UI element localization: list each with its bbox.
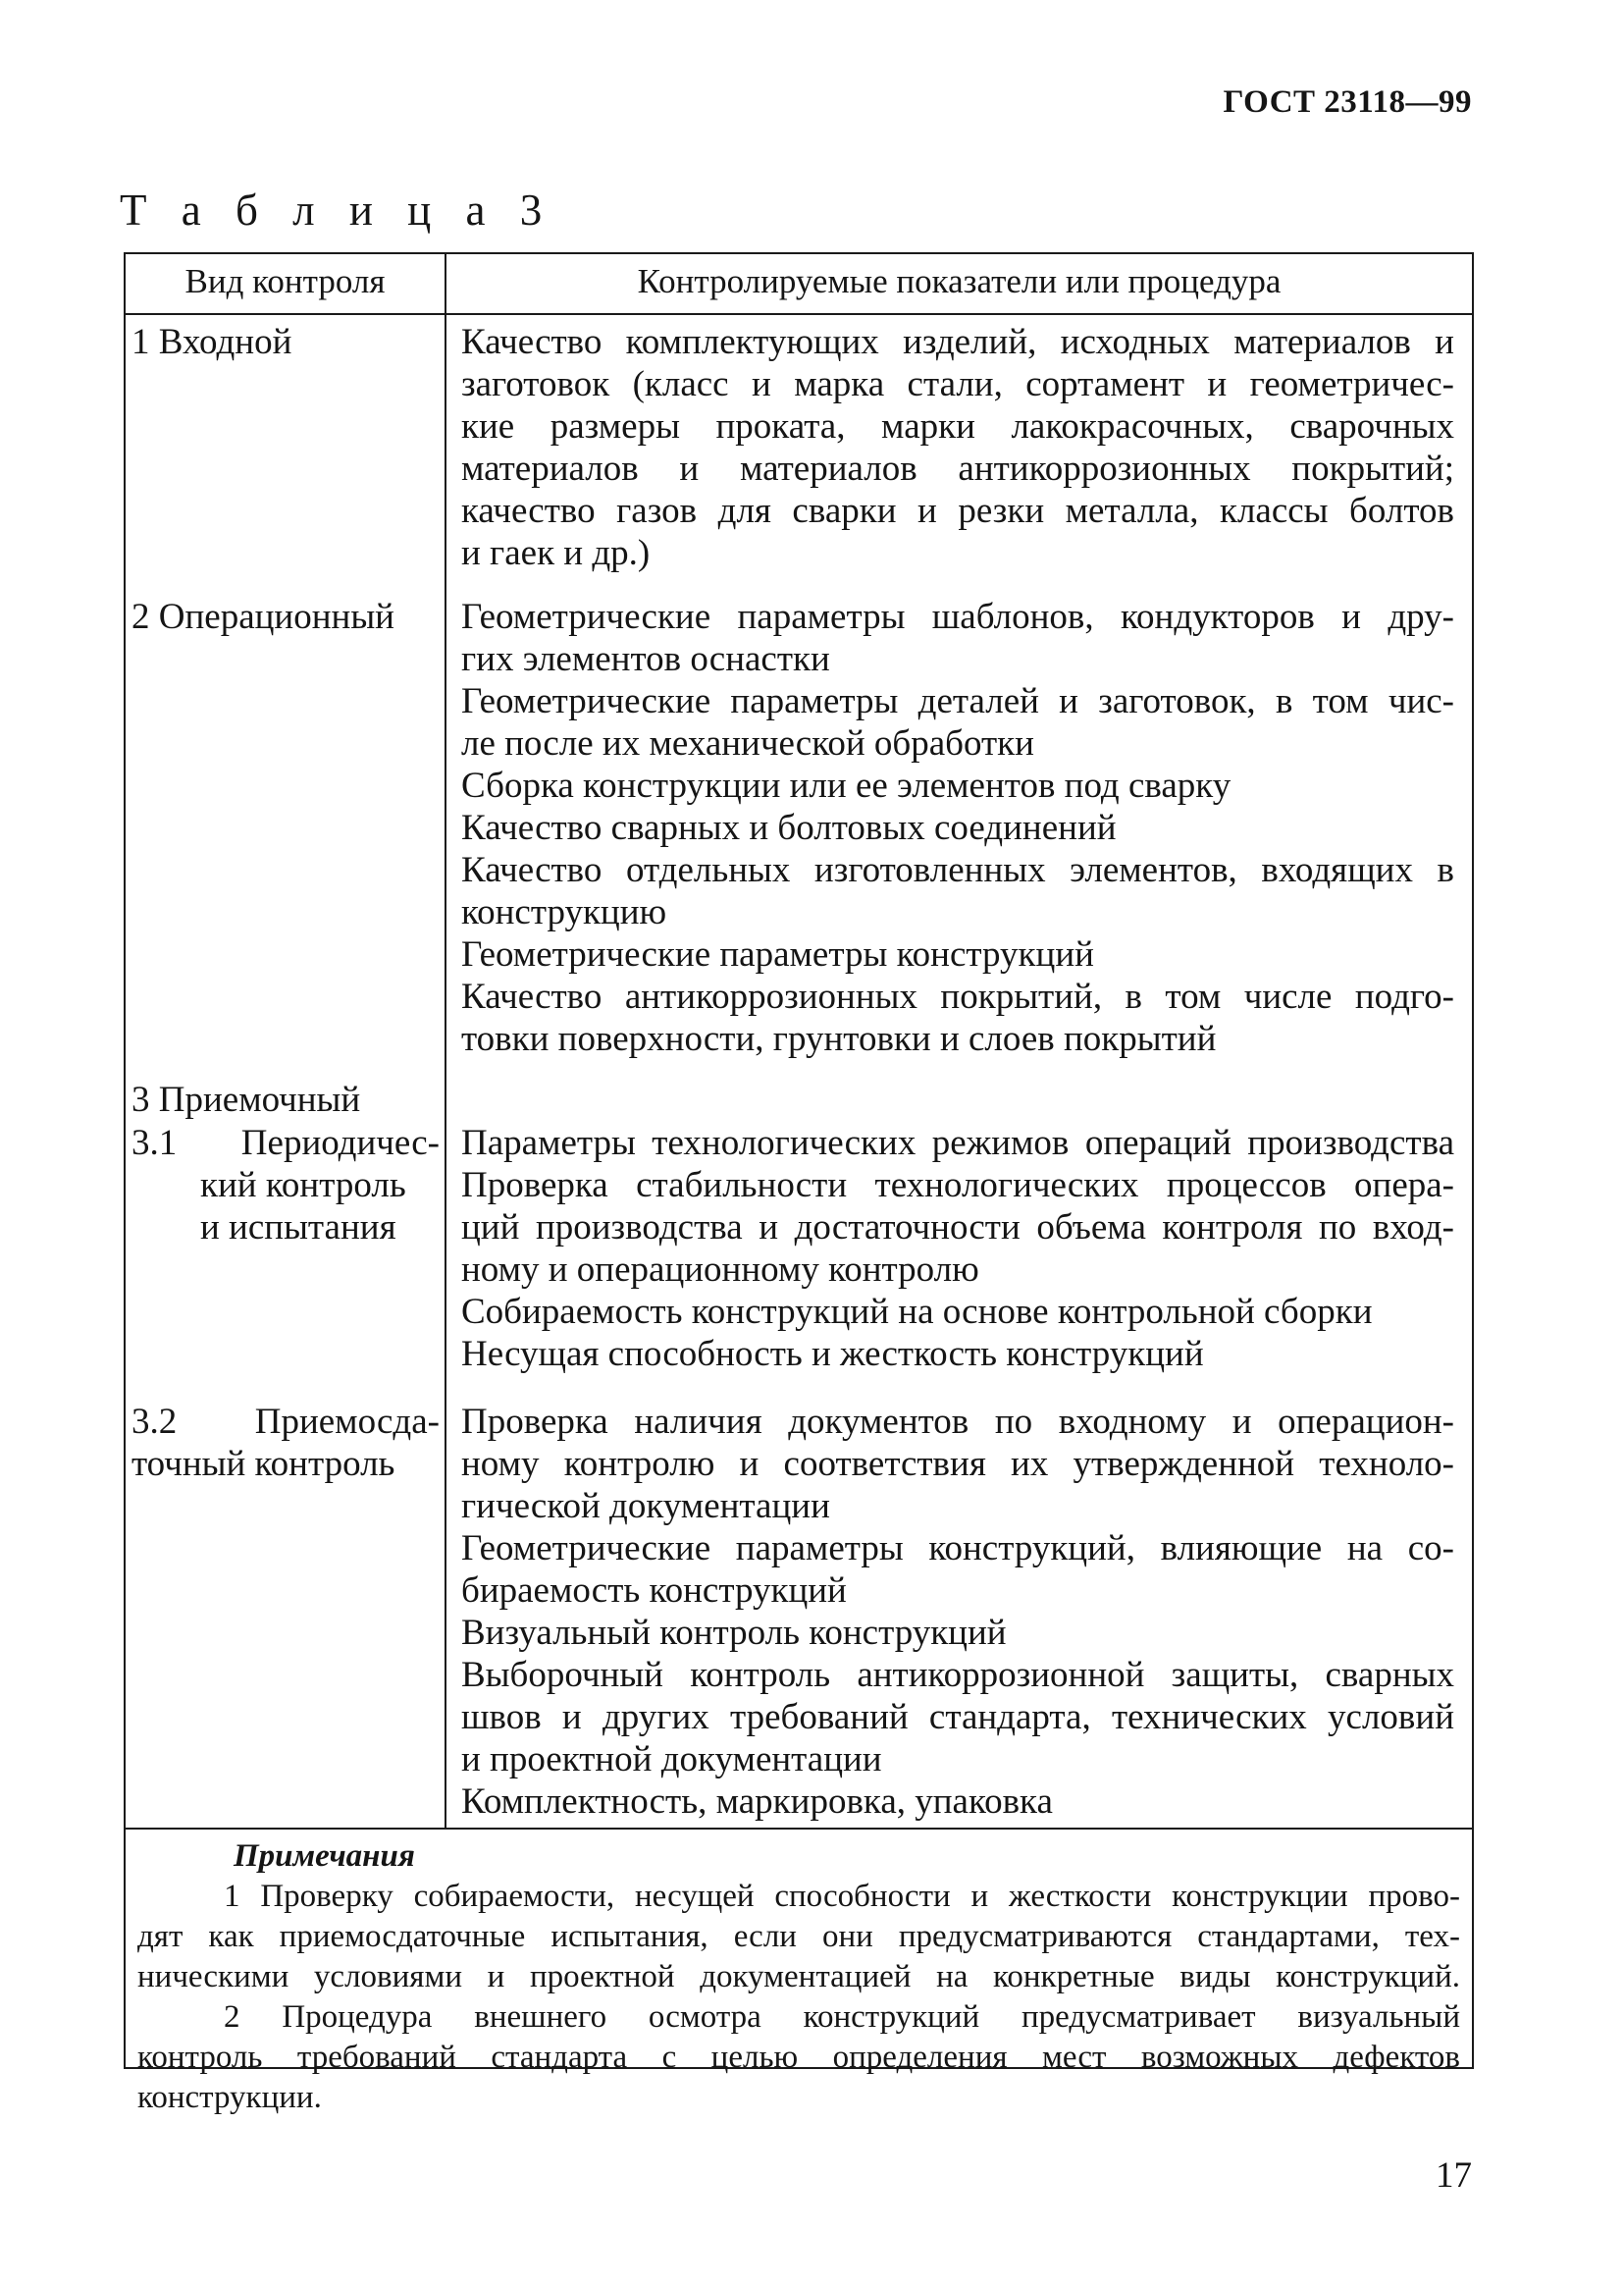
cell-line: и испытания: [200, 1207, 396, 1248]
notes-heading: Примечания: [234, 1838, 415, 1874]
row-right-cell: [461, 596, 1454, 1060]
cell-line: Выборочный контроль антикоррозионной защиты, сварных: [461, 1655, 1454, 1695]
standard-header: ГОСТ 23118—99: [1223, 84, 1472, 120]
note-line: ническими условиями и проектной документацией на конкретные виды конструкций.: [137, 1959, 1460, 1994]
table-notes: [137, 1836, 1460, 2118]
cell-line: товки поверхности, грунтовки и слоев покрытий: [461, 1019, 1217, 1059]
cell-line: кие размеры проката, марки лакокрасочных, сварочных: [461, 406, 1454, 447]
note-line: дят как приемосдаточные испытания, если они предусматриваются стандартами, тех-: [137, 1919, 1460, 1954]
row-left-cell: [131, 321, 440, 363]
row-left-cell: [131, 1079, 440, 1121]
row-left-cell: [131, 1122, 440, 1248]
cell-line: Проверка наличия документов по входному и операцион-: [461, 1402, 1454, 1442]
cell-line: Геометрические параметры шаблонов, кондукторов и дру-: [461, 597, 1454, 637]
header-rule: [126, 313, 1472, 315]
row-left-cell: [131, 1401, 440, 1485]
cell-line: 3.1 Периодичес-: [131, 1123, 440, 1163]
cell-line: Собираемость конструкций на основе контрольной сборки: [461, 1292, 1373, 1332]
note-line: 1 Проверку собираемости, несущей способности и жесткости конструкции прово-: [224, 1879, 1460, 1914]
cell-line: Качество сварных и болтовых соединений: [461, 808, 1117, 848]
cell-line: Проверка стабильности технологических процессов опера-: [461, 1165, 1454, 1205]
cell-line: и гаек и др.): [461, 533, 651, 573]
row-right-cell: [461, 321, 1454, 574]
page-number: 17: [1436, 2155, 1472, 2196]
control-table: [124, 252, 1474, 2115]
row-left-cell: [131, 596, 440, 638]
cell-line: Геометрические параметры деталей и заготовок, в том чис-: [461, 681, 1454, 721]
cell-line: 3.2 Приемосда-: [131, 1402, 440, 1442]
cell-line: кий контроль: [200, 1165, 406, 1205]
cell-line: ле после их механической обработки: [461, 723, 1034, 764]
column-divider: [445, 254, 446, 1828]
cell-line: точный контроль: [131, 1444, 395, 1484]
cell-line: Качество комплектующих изделий, исходных материалов и: [461, 322, 1454, 362]
cell-line: Качество антикоррозионных покрытий, в том числе подго-: [461, 977, 1454, 1017]
cell-line: Параметры технологических режимов операций производства: [461, 1123, 1454, 1163]
cell-line: 2 Операционный: [131, 597, 394, 637]
cell-line: 1 Входной: [131, 322, 292, 362]
cell-line: Несущая способность и жесткость конструкций: [461, 1334, 1204, 1374]
cell-line: качество газов для сварки и резки металла, классы болтов: [461, 491, 1454, 531]
cell-line: ному контролю и соответствия их утвержденной техноло-: [461, 1444, 1454, 1484]
cell-line: гих элементов оснастки: [461, 639, 830, 679]
row-right-cell: [461, 1401, 1454, 1823]
cell-line: Сборка конструкции или ее элементов под сварку: [461, 766, 1231, 806]
cell-line: заготовок (класс и марка стали, сортамент и геометричес-: [461, 364, 1454, 404]
cell-line: Качество отдельных изготовленных элементов, входящих в: [461, 850, 1454, 890]
row-right-cell: [461, 1122, 1454, 1375]
cell-line: Геометрические параметры конструкций: [461, 934, 1094, 975]
cell-line: материалов и материалов антикоррозионных покрытий;: [461, 449, 1454, 489]
note-line: контроль требований стандарта с целью определения мест возможных дефектов: [137, 2040, 1460, 2075]
column-header-control-type: Вид контроля: [184, 262, 386, 300]
cell-line: и проектной документации: [461, 1739, 882, 1779]
cell-line: Геометрические параметры конструкций, влияющие на со-: [461, 1528, 1454, 1568]
cell-line: швов и других требований стандарта, технических условий: [461, 1697, 1454, 1737]
cell-line: гической документации: [461, 1486, 830, 1526]
cell-line: Комплектность, маркировка, упаковка: [461, 1781, 1053, 1822]
notes-rule: [126, 1828, 1472, 1830]
note-line: 2 Процедура внешнего осмотра конструкций предусматривает визуальный: [224, 1999, 1460, 2035]
cell-line: бираемость конструкций: [461, 1570, 847, 1611]
column-header-indicators: Контролируемые показатели или процедура: [637, 262, 1282, 300]
cell-line: конструкцию: [461, 892, 667, 932]
cell-line: Визуальный контроль конструкций: [461, 1613, 1007, 1653]
cell-line: ций производства и достаточности объема контроля по вход-: [461, 1207, 1454, 1248]
cell-line: 3 Приемочный: [131, 1080, 361, 1120]
note-line: конструкции.: [137, 2080, 322, 2115]
table-title: Т а б л и ц а 3: [120, 186, 554, 235]
cell-line: ному и операционному контролю: [461, 1249, 979, 1290]
